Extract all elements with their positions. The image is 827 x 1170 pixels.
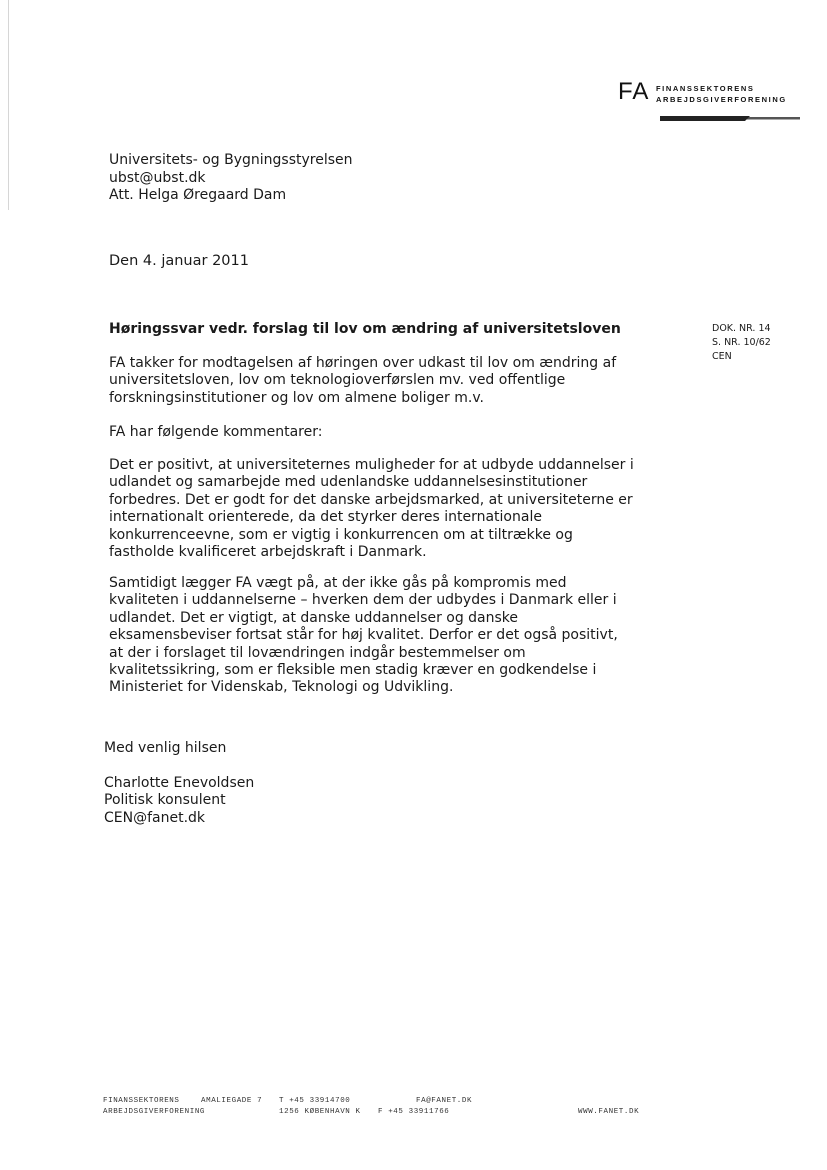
footer-street: AMALIEGADE 7 — [201, 1097, 263, 1105]
paragraph-3 — [109, 457, 634, 561]
closing-salutation: Med venlig hilsen — [104, 740, 227, 756]
paragraph-line: udlandet. Det er vigtigt, at danske uddannelser og danske — [109, 609, 519, 626]
reference-block — [712, 322, 771, 364]
footer-phone: T +45 33914700 — [279, 1097, 351, 1105]
recipient-line-1: Universitets- og Bygningsstyrelsen — [109, 152, 353, 168]
author-initials: CEN — [712, 351, 732, 362]
paragraph-line: universitetsloven, lov om teknologioverførslen mv. ved offentlige — [109, 372, 566, 389]
scan-edge-line — [8, 0, 9, 210]
paragraph-line: Det er positivt, at universiteternes muligheder for at udbyde uddannelser i — [109, 457, 634, 473]
paragraph-2 — [109, 424, 322, 441]
recipient-address — [109, 152, 353, 205]
paragraph-line: kvalitetssikring, som er fleksible men stadig kræver en godkendelse i — [109, 662, 597, 679]
footer-city: 1256 KØBENHAVN K — [279, 1108, 361, 1116]
paragraph-line: fastholde kvalificeret arbejdskraft i Danmark. — [109, 544, 427, 561]
case-number: S. NR. 10/62 — [712, 337, 771, 348]
letter-subject: Høringssvar vedr. forslag til lov om ændring af universitetsloven — [109, 321, 621, 337]
footer-org-line-2: ARBEJDSGIVERFORENING — [103, 1108, 206, 1116]
footer-email: FA@FANET.DK — [416, 1097, 473, 1105]
fa-logo-mark: FA — [618, 78, 650, 105]
paragraph-line: eksamensbeviser fortsat står for høj kvalitet. Derfor er det også positivt, — [109, 627, 618, 644]
paragraph-line: forbedres. Det er godt for det danske arbejdsmarked, at universiteterne er — [109, 491, 633, 508]
paragraph-line: konkurrenceevne, som er vigtig i konkurrencen om at tiltrække og — [109, 526, 573, 543]
paragraph-line: Samtidigt lægger FA vægt på, at der ikke gås på kompromis med — [109, 575, 567, 591]
recipient-line-2: ubst@ubst.dk — [109, 169, 206, 186]
paragraph-line: Ministeriet for Videnskab, Teknologi og Udvikling. — [109, 679, 454, 696]
recipient-line-3: Att. Helga Øregaard Dam — [109, 187, 287, 203]
signature-block — [104, 775, 254, 827]
footer-website: WWW.FANET.DK — [578, 1108, 640, 1116]
signer-title: Politisk konsulent — [104, 792, 226, 809]
paragraph-line: internationalt orienterede, da det styrker deres internationale — [109, 509, 542, 526]
letter-date: Den 4. januar 2011 — [109, 253, 249, 269]
paragraph-line: FA har følgende kommentarer: — [109, 424, 323, 440]
paragraph-4 — [109, 575, 618, 697]
signer-name: Charlotte Enevoldsen — [104, 775, 255, 791]
signer-email: CEN@fanet.dk — [104, 809, 206, 826]
paragraph-line: udlandet og samarbejde med udenlandske uddannelsesinstitutioner — [109, 474, 588, 491]
paragraph-line: kvaliteten i uddannelserne – hverken dem der udbydes i Danmark eller i — [109, 592, 617, 609]
paragraph-line: at der i forslaget til lovændringen indgår bestemmelser om — [109, 644, 526, 661]
logo-line-2: ARBEJDSGIVERFORENING — [656, 95, 787, 104]
footer-org-line-1: FINANSSEKTORENS — [103, 1097, 180, 1105]
fa-logo-text — [656, 83, 787, 105]
doc-number: DOK. NR. 14 — [712, 323, 771, 334]
logo-line-1: FINANSSEKTORENS — [656, 84, 755, 93]
paragraph-line: FA takker for modtagelsen af høringen over udkast til lov om ændring af — [109, 355, 617, 371]
footer-fax: F +45 33911766 — [378, 1108, 450, 1116]
logo-underline-bar — [660, 113, 800, 123]
paragraph-line: forskningsinstitutioner og lov om almene boliger m.v. — [109, 389, 484, 406]
paragraph-1 — [109, 355, 616, 407]
